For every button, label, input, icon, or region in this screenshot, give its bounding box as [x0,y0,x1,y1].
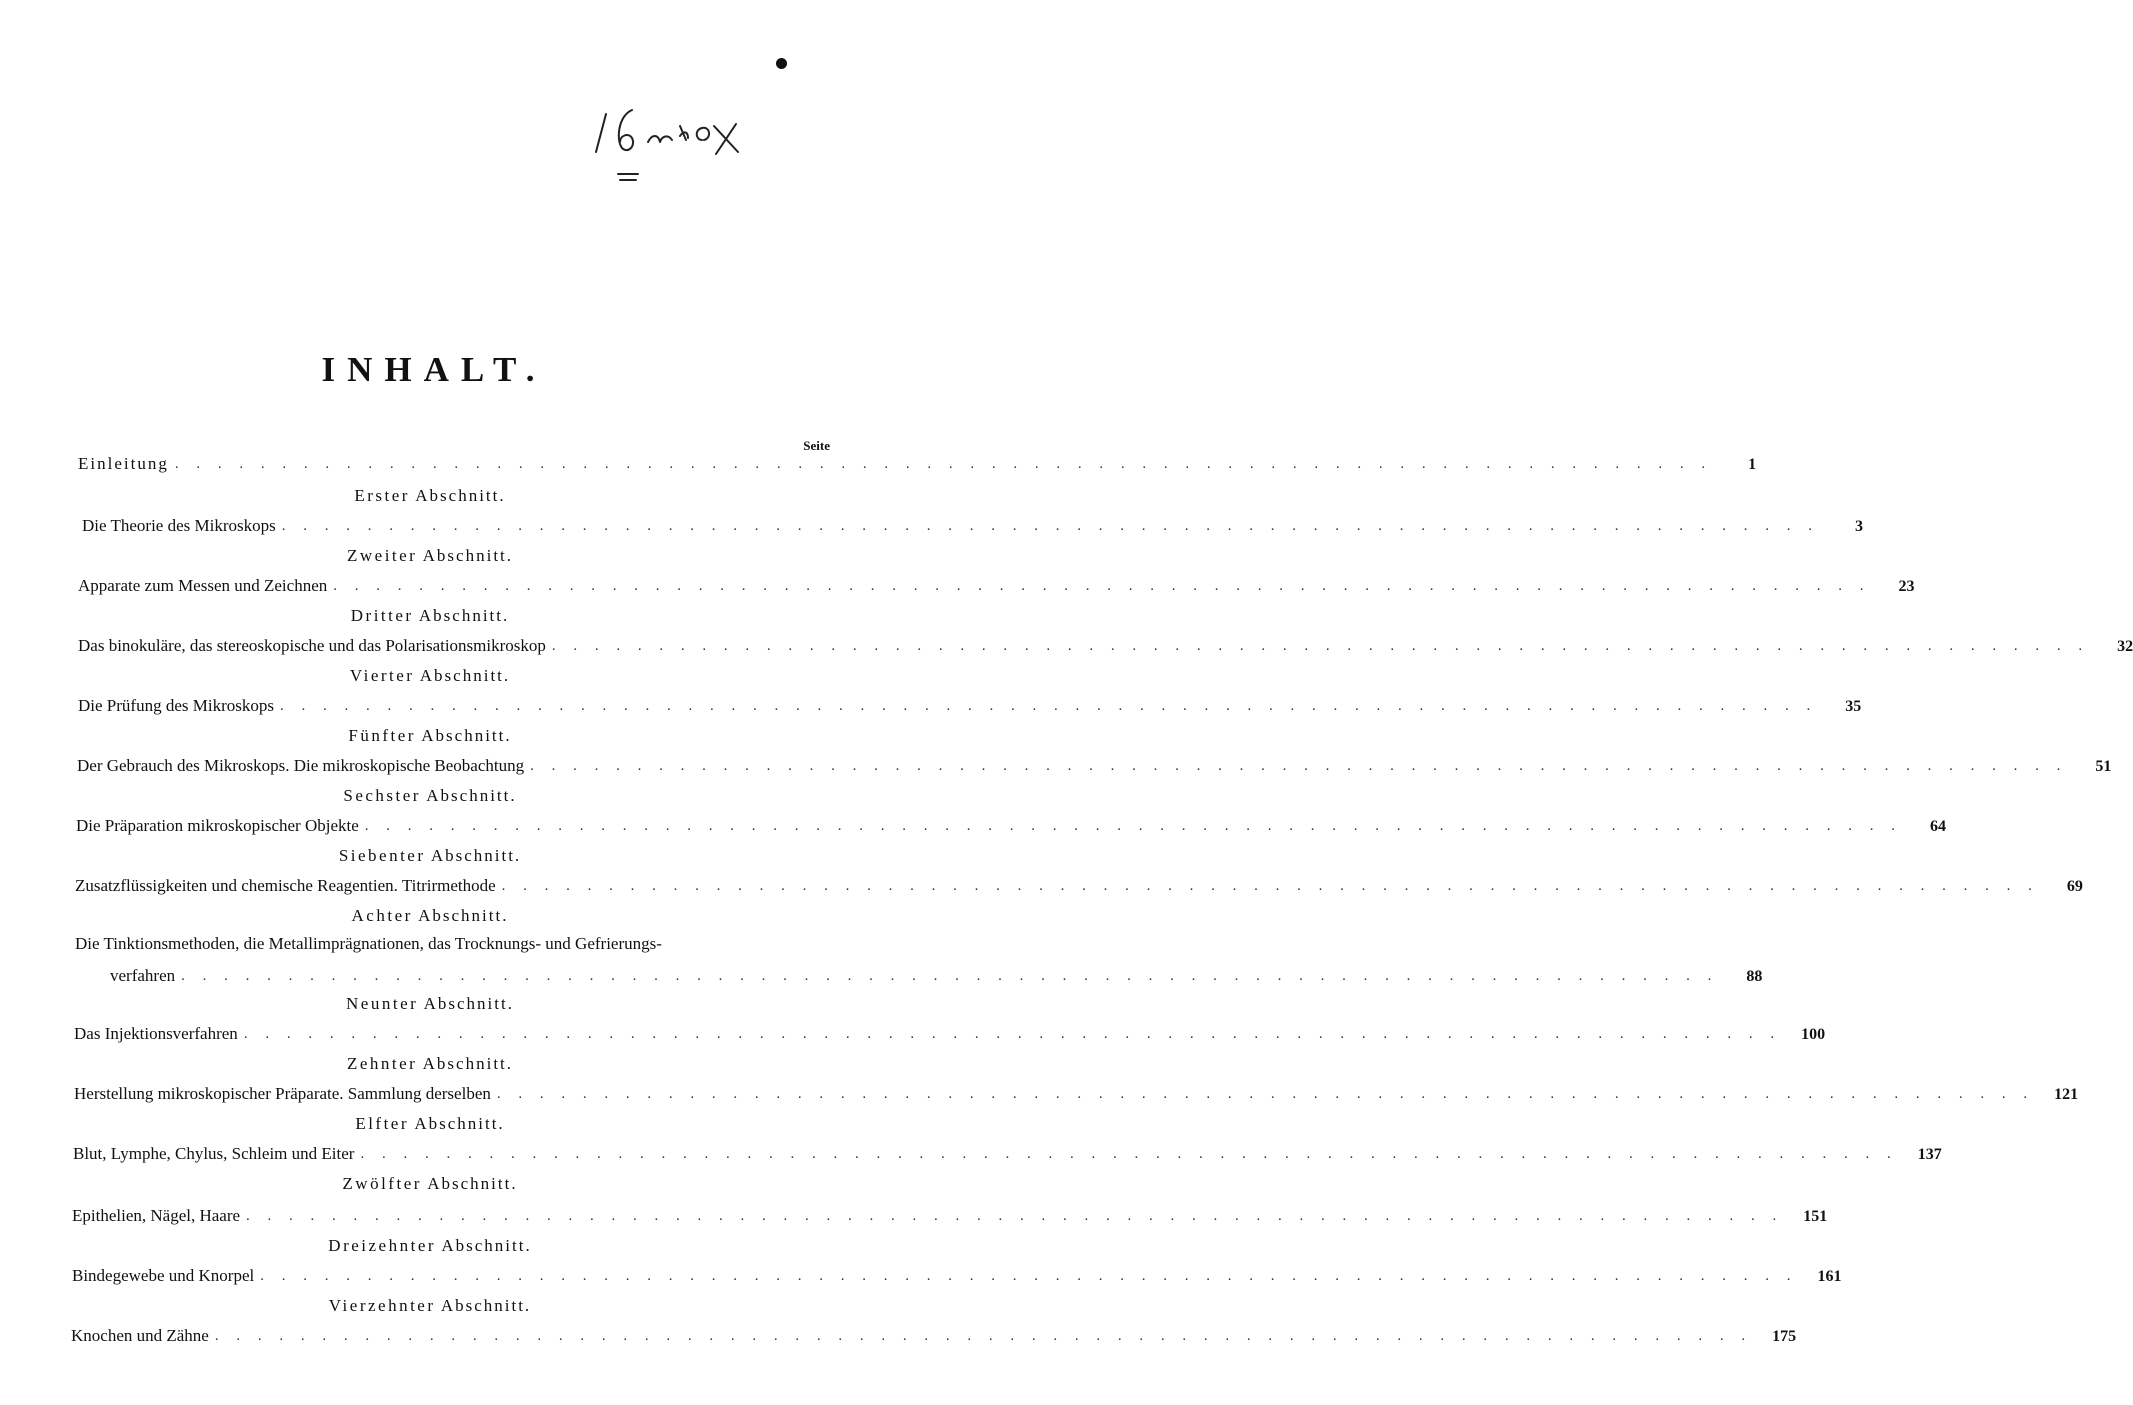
section-heading [0,546,860,566]
handwritten-shelfmark [588,96,768,186]
section-heading [0,1296,860,1316]
toc-entry[interactable] [72,1262,1842,1286]
entry-page-number: 121 [2054,1086,2079,1103]
toc-entry[interactable] [78,632,2133,656]
toc-entry[interactable] [78,692,1862,716]
toc-entry[interactable] [74,1080,2079,1104]
section-heading [0,726,860,746]
entry-page-number: 51 [2095,758,2112,775]
section-word: Abschnitt. [414,1114,505,1133]
section-ordinal: Elfter [355,1114,410,1133]
toc-entry[interactable] [78,572,1915,596]
entry-label: Zusatzflüssigkeiten und chemische Reagentien. Titrirmethode [75,876,496,895]
toc-entry[interactable] [73,1140,1942,1164]
entry-page-number: 23 [1898,578,1915,595]
dot-leader: . . . . . . . . . . . . . . . . . . . . . . . . . . . . . . . . . . . . . . . . . . . . . . . . . . . . . . . . . . . . . . . . . . . . . . . . [360,1146,1898,1162]
section-ordinal: Vierter [349,666,415,685]
section-word: Abschnitt. [419,666,511,685]
entry-label: Epithelien, Nägel, Haare [72,1206,241,1225]
entry-label: Die Theorie des Mikroskops [82,516,276,535]
section-ordinal: Siebenter [338,846,426,865]
dot-leader: . . . . . . . . . . . . . . . . . . . . . . . . . . . . . . . . . . . . . . . . . . . . . . . . . . . . . . . . . . . . . . . . . . . . . . . . [243,1026,1782,1042]
section-word: Abschnitt. [418,906,509,925]
section-heading [0,666,860,686]
entry-page-number: 137 [1917,1146,1942,1163]
toc-entry[interactable] [71,1322,1797,1346]
toc-entry-label-line1[interactable]: Die Tinktionsmethoden, die Metallimprägnationen, das Trocknungs- und Gefrierungs- [75,934,662,953]
section-heading [0,606,860,626]
toc-entry[interactable] [82,512,1863,536]
section-ordinal: Dreizehnter [328,1236,437,1255]
entry-page-number: 35 [1845,698,1862,715]
section-heading [0,906,860,926]
section-heading [0,486,860,506]
dot-leader: . . . . . . . . . . . . . . . . . . . . . . . . . . . . . . . . . . . . . . . . . . . . . . . . . . . . . . . . . . . . . . . . . . . . . . . . [501,878,2039,894]
dot-leader: . . . . . . . . . . . . . . . . . . . . . . . . . . . . . . . . . . . . . . . . . . . . . . . . . . . . . . . . . . . . . . . . . . . . . . . . [333,578,1871,594]
dot-leader: . . . . . . . . . . . . . . . . . . . . . . . . . . . . . . . . . . . . . . . . . . . . . . . . . . . . . . . . . . . . . . . . . . . . . . . . [181,968,1719,984]
section-word: Abschnitt. [421,726,512,745]
dot-leader: . . . . . . . . . . . . . . . . . . . . . . . . . . . . . . . . . . . . . . . . . . . . . . . . . . . . . . . . . . . . . . . . . . . . . . . . [281,518,1819,534]
entry-page-number: 100 [1801,1026,1826,1043]
entry-page-number: 1 [1748,456,1757,473]
section-word: Abschnitt. [423,994,514,1013]
section-heading [0,1236,860,1256]
section-word: Abschnitt. [430,846,522,865]
section-ordinal: Achter [351,906,413,925]
section-ordinal: Erster [354,486,410,505]
section-heading [0,786,860,806]
entry-label: Bindegewebe und Knorpel [72,1266,255,1285]
section-heading [0,846,860,866]
entry-page-number: 175 [1772,1328,1797,1345]
section-ordinal: Zweiter [346,546,418,565]
dot-leader: . . . . . . . . . . . . . . . . . . . . . . . . . . . . . . . . . . . . . . . . . . . . . . . . . . . . . . . . . . . . . . . . . . . . . . . . [174,456,1713,472]
dot-leader: . . . . . . . . . . . . . . . . . . . . . . . . . . . . . . . . . . . . . . . . . . . . . . . . . . . . . . . . . . . . . . . . . . . . . . . . [530,758,2068,774]
entry-page-number: 64 [1930,818,1947,835]
section-heading [0,1174,860,1194]
dot-leader: . . . . . . . . . . . . . . . . . . . . . . . . . . . . . . . . . . . . . . . . . . . . . . . . . . . . . . . . . . . . . . . . . . . . . . . . [364,818,1903,834]
entry-page-number: 151 [1803,1208,1828,1225]
dot-leader: . . . . . . . . . . . . . . . . . . . . . . . . . . . . . . . . . . . . . . . . . . . . . . . . . . . . . . . . . . . . . . . . . . . . . . . . [496,1086,2035,1102]
dot-leader: . . . . . . . . . . . . . . . . . . . . . . . . . . . . . . . . . . . . . . . . . . . . . . . . . . . . . . . . . . . . . . . . . . . . . . . . [260,1268,1798,1284]
toc-entry[interactable] [74,1020,1826,1044]
section-ordinal: Sechster [343,786,421,805]
section-word: Abschnitt. [418,606,510,625]
toc-entry[interactable] [76,812,1947,836]
entry-label: Die Prüfung des Mikroskops [78,696,274,715]
entry-label: Herstellung mikroskopischer Präparate. Sammlung derselben [74,1084,491,1103]
dot-leader: . . . . . . . . . . . . . . . . . . . . . . . . . . . . . . . . . . . . . . . . . . . . . . . . . . . . . . . . . . . . . . . . . . . . . . . . [551,638,2090,654]
dot-leader: . . . . . . . . . . . . . . . . . . . . . . . . . . . . . . . . . . . . . . . . . . . . . . . . . . . . . . . . . . . . . . . . . . . . . . . . [279,698,1818,714]
entry-page-number: 3 [1855,518,1863,535]
entry-label: Der Gebrauch des Mikroskops. Die mikroskopische Beobachtung [77,756,525,775]
section-word: Abschnitt. [422,546,514,565]
section-ordinal: Vierzehnter [328,1296,436,1315]
section-word: Abschnitt. [422,1054,514,1073]
toc-entry[interactable] [72,1202,1828,1226]
entry-label: Einleitung [78,454,169,473]
toc-entry-introduction[interactable] [78,450,1757,474]
entry-label: Blut, Lymphe, Chylus, Schleim und Eiter [73,1144,355,1163]
section-ordinal: Dritter [350,606,414,625]
section-ordinal: Zwölfter [342,1174,422,1193]
section-word: Abschnitt. [441,1236,532,1255]
dot-leader: . . . . . . . . . . . . . . . . . . . . . . . . . . . . . . . . . . . . . . . . . . . . . . . . . . . . . . . . . . . . . . . . . . . . . . . . [214,1328,1753,1344]
entry-label: Das Injektionsverfahren [74,1024,238,1043]
entry-page-number: 88 [1746,968,1763,985]
entry-label: Apparate zum Messen und Zeichnen [78,576,328,595]
toc-entry[interactable] [77,752,2112,776]
entry-page-number: 69 [2066,878,2083,895]
section-ordinal: Fünfter [348,726,416,745]
entry-label-continuation: verfahren [110,966,176,985]
section-word: Abschnitt. [426,786,517,805]
page-column-header: Seite [803,438,830,453]
page-title: INHALT. [321,350,547,389]
section-ordinal: Neunter [346,994,419,1013]
entry-page-number: 161 [1817,1268,1842,1285]
entry-label: Das binokuläre, das stereoskopische und das Polarisationsmikroskop [78,636,546,655]
section-word: Abschnitt. [415,486,506,505]
section-word: Abschnitt. [440,1296,532,1315]
entry-page-number: 32 [2117,638,2133,655]
entry-label: Die Präparation mikroskopischer Objekte [76,816,359,835]
toc-entry[interactable] [110,962,1763,986]
ink-dot [776,58,787,69]
section-heading [0,994,860,1014]
section-ordinal: Zehnter [346,1054,418,1073]
section-word: Abschnitt. [427,1174,518,1193]
toc-entry[interactable] [75,872,2083,896]
dot-leader: . . . . . . . . . . . . . . . . . . . . . . . . . . . . . . . . . . . . . . . . . . . . . . . . . . . . . . . . . . . . . . . . . . . . . . . . [246,1208,1784,1224]
section-heading [0,1054,860,1074]
entry-label: Knochen und Zähne [71,1326,209,1345]
section-heading [0,1114,860,1134]
